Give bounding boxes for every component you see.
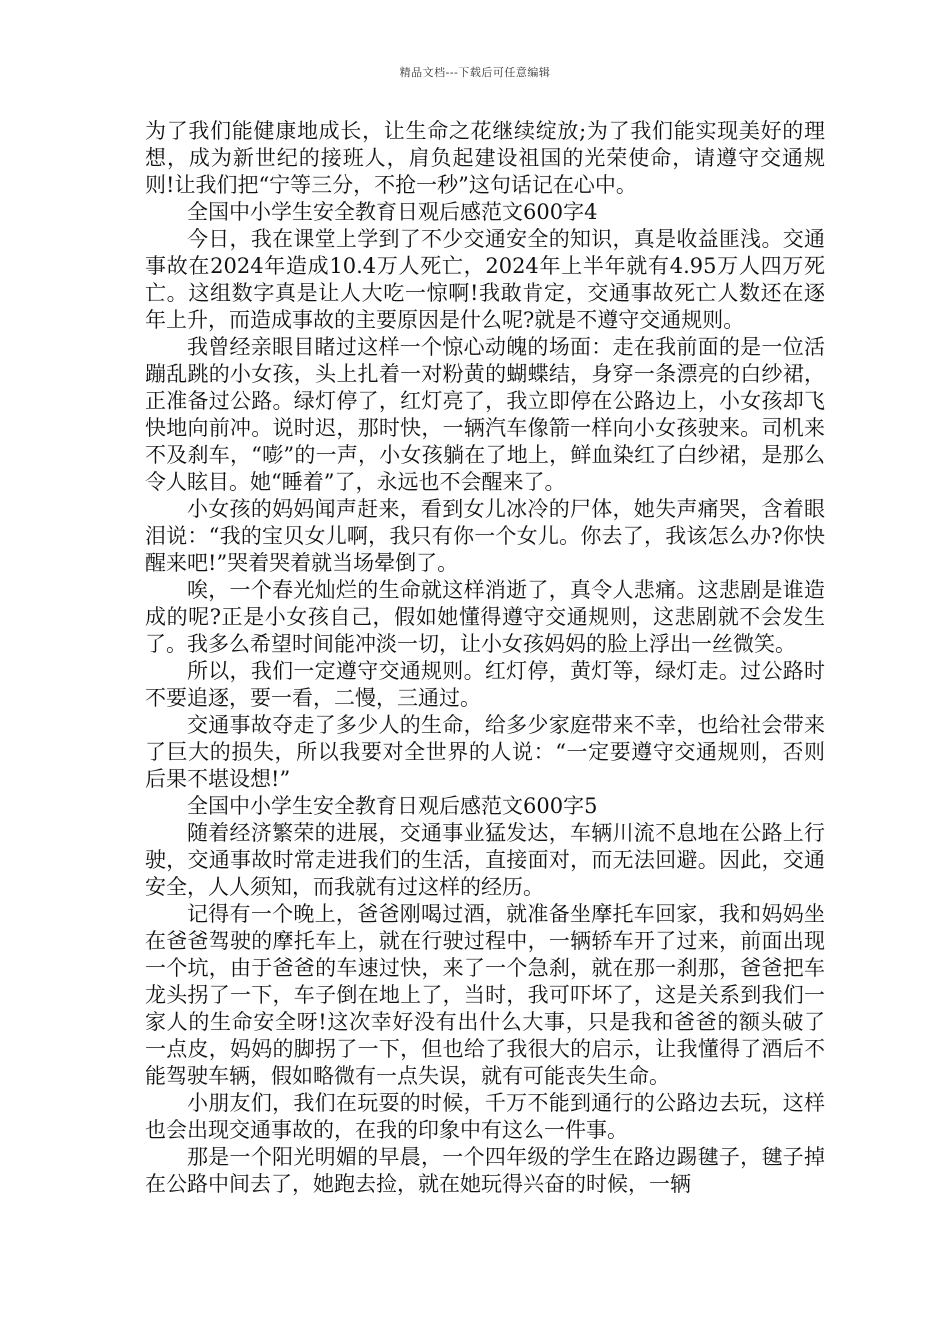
- paragraph-continuation: 为了我们能健康地成长，让生命之花继续绽放;为了我们能实现美好的理想，成为新世纪的接班人，肩负起建设祖国的光荣使命，请遵守交通规则!让我们把“宁等三分，不抢一秒”这句话记在心中。: [145, 119, 825, 197]
- paragraph: 随着经济繁荣的进展，交通事业猛发达，车辆川流不息地在公路上行驶，交通事故时常走进我们的生活，直接面对，而无法回避。因此，交通安全，人人须知，而我就有过这样的经历。: [145, 821, 825, 899]
- paragraph: 小朋友们，我们在玩耍的时候，千万不能到通行的公路边去玩，这样也会出现交通事故的，在我的印象中有这么一件事。: [145, 1091, 825, 1142]
- section-heading-4: 全国中小学生安全教育日观后感范文600字4: [187, 200, 598, 224]
- document-body: [145, 118, 825, 1198]
- paragraph: 唉，一个春光灿烂的生命就这样消逝了，真令人悲痛。这悲剧是谁造成的呢?正是小女孩自己，假如她懂得遵守交通规则，这悲剧就不会发生了。我多么希望时间能冲淡一切，让小女孩妈妈的脸上浮出一丝微笑。: [145, 578, 825, 656]
- page-header: 精品文档---下载后可任意编辑: [399, 66, 551, 79]
- paragraph: 今日，我在课堂上学到了不少交通安全的知识，真是收益匪浅。交通事故在2024年造成10.4万人死亡，2024年上半年就有4.95万人四万死亡。这组数字真是让人大吃一惊啊!我敢肯定，交通事故死亡人数还在逐年上升，而造成事故的主要原因是什么呢?就是不遵守交通规则。: [145, 227, 825, 332]
- paragraph: 我曾经亲眼目睹过这样一个惊心动魄的场面：走在我前面的是一位活蹦乱跳的小女孩，头上扎着一对粉黄的蝴蝶结，身穿一条漂亮的白纱裙，正准备过公路。绿灯停了，红灯亮了，我立即停在公路边上，小女孩却飞快地向前冲。说时迟，那时快，一辆汽车像箭一样向小女孩驶来。司机来不及刹车，“嘭”的一声，小女孩躺在了地上，鲜血染红了白纱裙，是那么令人眩目。她“睡着”了，永远也不会醒来了。: [145, 335, 825, 494]
- paragraph: 交通事故夺走了多少人的生命，给多少家庭带来不幸，也给社会带来了巨大的损失，所以我要对全世界的人说：“一定要遵守交通规则，否则后果不堪设想!”: [145, 713, 825, 791]
- paragraph: 记得有一个晚上，爸爸刚喝过酒，就准备坐摩托车回家，我和妈妈坐在爸爸驾驶的摩托车上，就在行驶过程中，一辆轿车开了过来，前面出现一个坑，由于爸爸的车速过快，来了一个急刹，就在那一刹那，爸爸把车龙头拐了一下，车子倒在地上了，当时，我可吓坏了，这是关系到我们一家人的生命安全呀!这次幸好没有出什么大事，只是我和爸爸的额头破了一点皮，妈妈的脚拐了一下，但也给了我很大的启示，让我懂得了酒后不能驾驶车辆，假如略微有一点失误，就有可能丧失生命。: [145, 902, 825, 1088]
- paragraph: 所以，我们一定遵守交通规则。红灯停，黄灯等，绿灯走。过公路时不要追逐，要一看，二慢，三通过。: [145, 659, 825, 710]
- section-heading-5: 全国中小学生安全教育日观后感范文600字5: [187, 794, 598, 818]
- paragraph: 小女孩的妈妈闻声赶来，看到女儿冰冷的尸体，她失声痛哭，含着眼泪说：“我的宝贝女儿啊，我只有你一个女儿。你去了，我该怎么办?你快醒来吧!”哭着哭着就当场晕倒了。: [145, 497, 825, 575]
- paragraph: 那是一个阳光明媚的早晨，一个四年级的学生在路边踢毽子，毽子掉在公路中间去了，她跑去捡，就在她玩得兴奋的时候，一辆: [145, 1145, 825, 1196]
